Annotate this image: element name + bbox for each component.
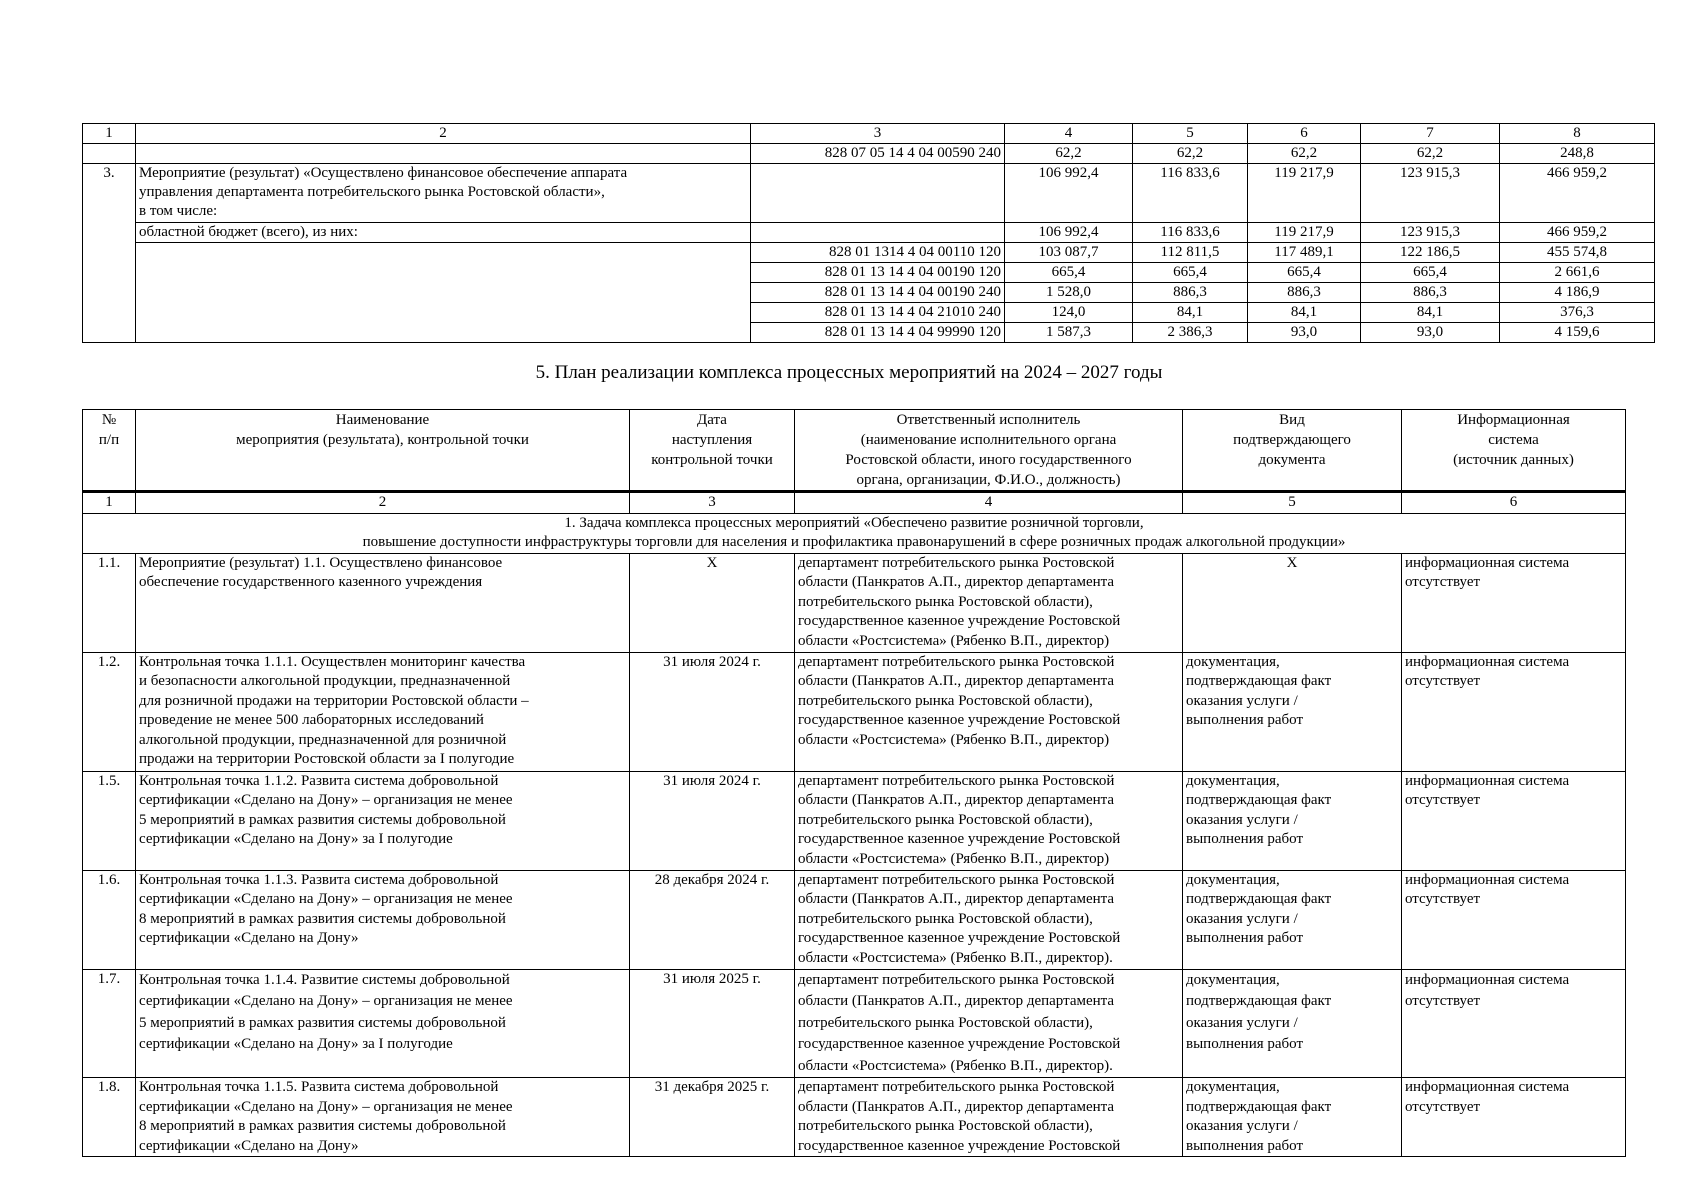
text-line: в том числе:	[139, 203, 218, 219]
plan-table	[82, 409, 1626, 1157]
value-cell: 123 915,3	[1361, 223, 1500, 243]
value-cell: 665,4	[1133, 263, 1248, 283]
measure-name	[136, 553, 630, 652]
text-line: и безопасности алкогольной продукции, предназначенной	[139, 673, 511, 689]
table-row	[83, 969, 1626, 1078]
col-num-cell: 6	[1402, 492, 1626, 514]
header-cell	[136, 410, 630, 492]
table-row	[83, 771, 1626, 870]
value-cell: 665,4	[1005, 263, 1133, 283]
executor	[795, 969, 1183, 1078]
value-cell: 376,3	[1500, 303, 1655, 323]
text-line: сертификации «Сделано на Дону» – организация не менее	[139, 1098, 513, 1115]
text-line: для розничной продажи на территории Ростовской области –	[139, 692, 529, 709]
measure-name	[136, 870, 630, 969]
text-line: оказания услуги /	[1186, 1118, 1298, 1134]
header-line: (источник данных)	[1453, 452, 1574, 468]
header-line: контрольной точки	[651, 452, 773, 468]
value-cell: 62,2	[1361, 144, 1500, 164]
text-line: государственное казенное учреждение Ростовской	[798, 831, 1121, 847]
value-cell: 62,2	[1248, 144, 1361, 164]
value-cell: 2 386,3	[1133, 323, 1248, 343]
measure-name	[136, 164, 751, 223]
text-line: государственное казенное учреждение Ростовской	[798, 613, 1121, 629]
header-line: №	[101, 412, 117, 428]
control-date: 31 июля 2024 г.	[630, 652, 795, 771]
text-line: документация,	[1186, 653, 1280, 670]
text-line: алкогольной продукции, предназначенной для розничной	[139, 731, 507, 748]
executor	[795, 870, 1183, 969]
value-cell: 93,0	[1248, 323, 1361, 343]
value-cell: 119 217,9	[1248, 164, 1361, 223]
header-line: документа	[1258, 452, 1326, 468]
control-date: 31 декабря 2025 г.	[630, 1078, 795, 1157]
value-cell: 2 661,6	[1500, 263, 1655, 283]
header-line: органа, организации, Ф.И.О., должность)	[856, 472, 1121, 488]
col-num-cell: 2	[136, 492, 630, 514]
text-line: Контрольная точка 1.1.1. Осуществлен мониторинг качества	[139, 653, 526, 670]
text-line: информационная система	[1405, 971, 1570, 988]
text-line: потребительского рынка Ростовской области),	[798, 811, 1093, 828]
value-cell: 112 811,5	[1133, 243, 1248, 263]
text-line: департамент потребительского рынка Ростовской	[798, 971, 1115, 988]
header-line: подтверждающего	[1233, 432, 1351, 448]
budget-code: 828 01 13 14 4 04 99990 120	[751, 323, 1005, 343]
value-cell: 1 528,0	[1005, 283, 1133, 303]
text-line: отсутствует	[1405, 792, 1481, 808]
text-line: области (Панкратов А.П., директор департамента	[798, 673, 1115, 689]
value-cell: 886,3	[1248, 283, 1361, 303]
value-cell: 116 833,6	[1133, 164, 1248, 223]
text-line: Контрольная точка 1.1.2. Развита система добровольной	[139, 772, 499, 789]
value-cell: 123 915,3	[1361, 164, 1500, 223]
row-number: 1.6.	[83, 870, 136, 969]
document-type	[1183, 1078, 1402, 1157]
text-line: выполнения работ	[1186, 831, 1304, 847]
document-type	[1183, 553, 1402, 652]
text-line: оказания услуги /	[1186, 910, 1298, 927]
col-num-cell: 8	[1500, 124, 1655, 144]
measure-name	[136, 652, 630, 771]
value-cell: 248,8	[1500, 144, 1655, 164]
value-cell: 117 489,1	[1248, 243, 1361, 263]
text-line: области (Панкратов А.П., директор департамента	[798, 792, 1115, 808]
text-line: документация,	[1186, 871, 1280, 888]
row-number: 1.2.	[83, 652, 136, 771]
text-line: подтверждающая факт	[1186, 1098, 1332, 1115]
text-line: потребительского рынка Ростовской области),	[798, 910, 1093, 927]
empty-cell	[751, 164, 1005, 223]
text-line: 5 мероприятий в рамках развития системы добровольной	[139, 1014, 506, 1031]
text-line: отсутствует	[1405, 993, 1481, 1009]
table-row	[83, 553, 1626, 652]
text-line: оказания услуги /	[1186, 1014, 1298, 1031]
text-line: подтверждающая факт	[1186, 673, 1332, 689]
text-line: подтверждающая факт	[1186, 993, 1332, 1009]
text-line: 5 мероприятий в рамках развития системы добровольной	[139, 811, 506, 828]
value-cell: 62,2	[1133, 144, 1248, 164]
text-line: области «Ростсистема» (Рябенко В.П., директор).	[798, 1057, 1113, 1074]
value-cell: 4 159,6	[1500, 323, 1655, 343]
text-line: Мероприятие (результат) «Осуществлено финансовое обеспечение аппарата	[139, 165, 628, 181]
text-line: отсутствует	[1405, 891, 1481, 907]
text-line: Контрольная точка 1.1.4. Развитие системы добровольной	[139, 971, 510, 988]
text-line: обеспечение государственного казенного учреждения	[139, 574, 483, 590]
value-cell: 665,4	[1361, 263, 1500, 283]
value-cell: 886,3	[1133, 283, 1248, 303]
empty-cell	[83, 144, 136, 164]
row-number: 1.1.	[83, 553, 136, 652]
row-number: 1.7.	[83, 969, 136, 1078]
text-line: документация,	[1186, 971, 1280, 988]
col-num-cell: 5	[1133, 124, 1248, 144]
measure-name	[136, 969, 630, 1078]
document-type	[1183, 870, 1402, 969]
row-number: 1.8.	[83, 1078, 136, 1157]
text-line: области «Ростсистема» (Рябенко В.П., директор)	[798, 850, 1110, 867]
text-line: оказания услуги /	[1186, 811, 1298, 828]
text-line: области «Ростсистема» (Рябенко В.П., директор).	[798, 949, 1113, 966]
info-system	[1402, 553, 1626, 652]
table-row	[83, 1078, 1626, 1157]
header-row	[83, 410, 1626, 492]
text-line: Мероприятие (результат) 1.1. Осуществлено финансовое	[139, 554, 503, 571]
col-num-cell: 7	[1361, 124, 1500, 144]
header-line: мероприятия (результата), контрольной точки	[236, 432, 529, 448]
task-line: 1. Задача комплекса процессных мероприятий «Обеспечено развитие розничной торговли,	[564, 514, 1144, 531]
col-num-cell: 4	[795, 492, 1183, 514]
info-system	[1402, 870, 1626, 969]
value-cell: 106 992,4	[1005, 164, 1133, 223]
text-line: информационная система	[1405, 554, 1570, 571]
empty-cell	[136, 243, 751, 343]
text-line: X	[1286, 554, 1298, 571]
text-line: документация,	[1186, 772, 1280, 789]
table-row	[83, 223, 1655, 243]
col-num-cell: 5	[1183, 492, 1402, 514]
header-cell	[795, 410, 1183, 492]
header-line: Наименование	[335, 412, 430, 428]
value-cell: 455 574,8	[1500, 243, 1655, 263]
control-date: X	[630, 553, 795, 652]
text-line: подтверждающая факт	[1186, 792, 1332, 808]
text-line: проведение не менее 500 лабораторных исследований	[139, 712, 484, 728]
executor	[795, 652, 1183, 771]
header-line: Информационная	[1457, 412, 1570, 428]
column-number-row	[83, 124, 1655, 144]
text-line: департамент потребительского рынка Ростовской	[798, 554, 1115, 571]
text-line: государственное казенное учреждение Ростовской	[798, 930, 1121, 946]
text-line: сертификации «Сделано на Дону» – организация не менее	[139, 792, 513, 808]
text-line: управления департамента потребительского рынка Ростовской области»,	[139, 184, 605, 200]
text-line: Контрольная точка 1.1.5. Развита система добровольной	[139, 1079, 499, 1095]
header-line: п/п	[98, 432, 120, 448]
value-cell: 84,1	[1248, 303, 1361, 323]
text-line: государственное казенное учреждение Ростовской	[798, 1036, 1121, 1052]
budget-label: областной бюджет (всего), из них:	[136, 223, 751, 243]
task-row	[83, 513, 1626, 553]
column-number-row	[83, 492, 1626, 514]
header-line: (наименование исполнительного органа	[860, 432, 1117, 448]
header-cell	[83, 410, 136, 492]
text-line: сертификации «Сделано на Дону»	[139, 930, 359, 946]
financing-table	[82, 123, 1655, 343]
text-line: сертификации «Сделано на Дону» – организация не менее	[139, 993, 513, 1009]
task-cell	[83, 513, 1626, 553]
executor	[795, 771, 1183, 870]
header-line: система	[1488, 432, 1539, 448]
header-line: Ответственный исполнитель	[896, 412, 1081, 428]
table-row	[83, 144, 1655, 164]
header-line: Дата	[697, 412, 727, 428]
value-cell: 103 087,7	[1005, 243, 1133, 263]
table-row	[83, 243, 1655, 263]
text-line: сертификации «Сделано на Дону» за I полугодие	[139, 831, 453, 847]
text-line: подтверждающая факт	[1186, 891, 1332, 907]
col-num-cell: 2	[136, 124, 751, 144]
text-line: информационная система	[1405, 772, 1570, 789]
text-line: сертификации «Сделано на Дону» – организация не менее	[139, 891, 513, 907]
col-num-cell: 6	[1248, 124, 1361, 144]
header-line: Вид	[1279, 412, 1305, 428]
value-cell: 886,3	[1361, 283, 1500, 303]
header-cell	[1402, 410, 1626, 492]
text-line: информационная система	[1405, 653, 1570, 670]
text-line: потребительского рынка Ростовской области),	[798, 593, 1093, 610]
value-cell: 84,1	[1361, 303, 1500, 323]
text-line: области (Панкратов А.П., директор департамента	[798, 1098, 1115, 1115]
info-system	[1402, 969, 1626, 1078]
value-cell: 4 186,9	[1500, 283, 1655, 303]
value-cell: 106 992,4	[1005, 223, 1133, 243]
text-line: сертификации «Сделано на Дону»	[139, 1137, 359, 1154]
col-num-cell: 1	[83, 124, 136, 144]
value-cell: 1 587,3	[1005, 323, 1133, 343]
budget-code: 828 01 1314 4 04 00110 120	[751, 243, 1005, 263]
text-line: потребительского рынка Ростовской области),	[798, 1014, 1093, 1031]
value-cell: 119 217,9	[1248, 223, 1361, 243]
info-system	[1402, 1078, 1626, 1157]
header-line: Ростовской области, иного государственного	[845, 452, 1132, 468]
value-cell: 122 186,5	[1361, 243, 1500, 263]
budget-code: 828 07 05 14 4 04 00590 240	[751, 144, 1005, 164]
value-cell: 116 833,6	[1133, 223, 1248, 243]
control-date: 31 июля 2025 г.	[630, 969, 795, 1078]
text-line: продажи на территории Ростовской области за I полугодие	[139, 751, 515, 767]
text-line: потребительского рынка Ростовской области),	[798, 1118, 1093, 1134]
budget-code: 828 01 13 14 4 04 00190 240	[751, 283, 1005, 303]
value-cell: 93,0	[1361, 323, 1500, 343]
row-number: 1.5.	[83, 771, 136, 870]
text-line: Контрольная точка 1.1.3. Развита система добровольной	[139, 871, 499, 888]
text-line: выполнения работ	[1186, 1137, 1304, 1154]
col-num-cell: 4	[1005, 124, 1133, 144]
text-line: документация,	[1186, 1079, 1280, 1095]
text-line: государственное казенное учреждение Ростовской	[798, 1137, 1121, 1154]
header-line: наступления	[671, 432, 753, 448]
text-line: 8 мероприятий в рамках развития системы добровольной	[139, 1118, 506, 1134]
task-line: повышение доступности инфраструктуры торговли для населения и профилактика правонарушений в сфере розничных продаж алкогольной продукции»	[362, 534, 1346, 550]
value-cell: 62,2	[1005, 144, 1133, 164]
col-num-cell: 3	[630, 492, 795, 514]
text-line: потребительского рынка Ростовской области),	[798, 692, 1093, 709]
text-line: информационная система	[1405, 871, 1570, 888]
text-line: государственное казенное учреждение Ростовской	[798, 712, 1121, 728]
text-line: области «Ростсистема» (Рябенко В.П., директор)	[798, 632, 1110, 649]
text-line: 8 мероприятий в рамках развития системы добровольной	[139, 910, 506, 927]
executor	[795, 553, 1183, 652]
text-line: выполнения работ	[1186, 930, 1304, 946]
empty-cell	[136, 144, 751, 164]
text-line: департамент потребительского рынка Ростовской	[798, 871, 1115, 888]
col-num-cell: 3	[751, 124, 1005, 144]
text-line: выполнения работ	[1186, 712, 1304, 728]
row-number: 3.	[83, 164, 136, 343]
header-cell	[1183, 410, 1402, 492]
col-num-cell: 1	[83, 492, 136, 514]
value-cell: 665,4	[1248, 263, 1361, 283]
text-line: области (Панкратов А.П., директор департамента	[798, 574, 1115, 590]
text-line: информационная система	[1405, 1079, 1570, 1095]
value-cell: 124,0	[1005, 303, 1133, 323]
text-line: выполнения работ	[1186, 1036, 1304, 1052]
control-date: 28 декабря 2024 г.	[630, 870, 795, 969]
document-type	[1183, 969, 1402, 1078]
document-type	[1183, 771, 1402, 870]
text-line: отсутствует	[1405, 673, 1481, 689]
header-cell	[630, 410, 795, 492]
text-line: сертификации «Сделано на Дону» за I полугодие	[139, 1036, 453, 1052]
empty-cell	[751, 223, 1005, 243]
measure-name	[136, 771, 630, 870]
value-cell: 84,1	[1133, 303, 1248, 323]
section-title: 5. План реализации комплекса процессных мероприятий на 2024 – 2027 годы	[535, 362, 1163, 383]
document-type	[1183, 652, 1402, 771]
budget-code: 828 01 13 14 4 04 21010 240	[751, 303, 1005, 323]
table-row	[83, 164, 1655, 223]
text-line: отсутствует	[1405, 574, 1481, 590]
value-cell: 466 959,2	[1500, 223, 1655, 243]
text-line: области «Ростсистема» (Рябенко В.П., директор)	[798, 731, 1110, 748]
text-line: оказания услуги /	[1186, 692, 1298, 709]
control-date: 31 июля 2024 г.	[630, 771, 795, 870]
text-line: департамент потребительского рынка Ростовской	[798, 1079, 1115, 1095]
text-line: департамент потребительского рынка Ростовской	[798, 653, 1115, 670]
table-row	[83, 870, 1626, 969]
text-line: отсутствует	[1405, 1098, 1481, 1115]
text-line: области (Панкратов А.П., директор департамента	[798, 993, 1115, 1009]
value-cell: 466 959,2	[1500, 164, 1655, 223]
text-line: департамент потребительского рынка Ростовской	[798, 772, 1115, 789]
table-row	[83, 652, 1626, 771]
info-system	[1402, 771, 1626, 870]
info-system	[1402, 652, 1626, 771]
measure-name	[136, 1078, 630, 1157]
text-line: области (Панкратов А.П., директор департамента	[798, 891, 1115, 907]
executor	[795, 1078, 1183, 1157]
budget-code: 828 01 13 14 4 04 00190 120	[751, 263, 1005, 283]
